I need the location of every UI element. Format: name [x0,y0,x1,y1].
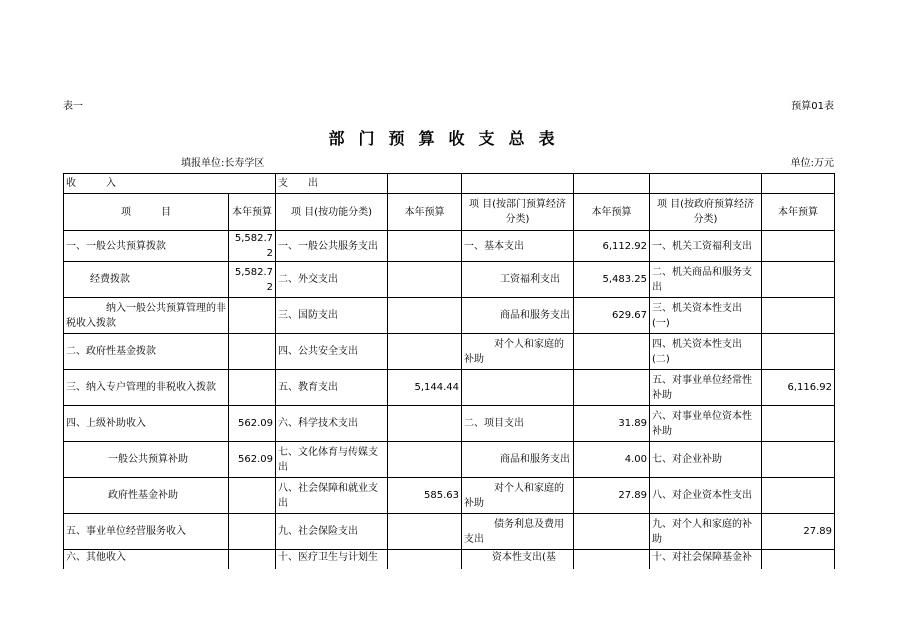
functional-item: 九、社会保险支出 [276,514,388,550]
dept-econ-item: 债务利息及费用支出 [462,514,574,550]
table-row [64,478,835,514]
dept-econ-item: 二、项目支出 [462,406,574,442]
dept-econ-item: 资本性支出(基 [462,550,574,569]
dept-econ-amount: 4.00 [574,442,650,478]
gov-econ-amount [762,406,835,442]
functional-amount [388,442,462,478]
functional-item: 一、一般公共服务支出 [276,231,388,262]
empty-cell [650,174,762,194]
table-row [64,262,835,298]
table-row [64,550,835,569]
income-item: 六、其他收入 [64,550,229,569]
gov-econ-amount [762,478,835,514]
gov-econ-item: 八、对企业资本性支出 [650,478,762,514]
functional-amount [388,231,462,262]
functional-amount [388,550,462,569]
income-item: 政府性基金补助 [64,478,229,514]
income-amount: 5,582.72 [229,231,276,262]
gov-econ-item: 七、对企业补助 [650,442,762,478]
functional-amount [388,406,462,442]
dept-econ-amount [574,334,650,370]
dept-econ-amount [574,550,650,569]
gov-econ-item: 三、机关资本性支出(一) [650,298,762,334]
dept-econ-amount: 629.67 [574,298,650,334]
functional-item: 二、外交支出 [276,262,388,298]
column-header-budget: 本年预算 [574,194,650,231]
empty-cell [462,174,574,194]
unit-measure: 单位:万元 [790,158,834,169]
functional-item: 四、公共安全支出 [276,334,388,370]
table-row [64,231,835,262]
income-item: 经费拨款 [64,262,229,298]
income-amount [229,370,276,406]
column-header-functional-class: 项 目(按功能分类) [276,194,388,231]
dept-econ-item: 一、基本支出 [462,231,574,262]
dept-econ-item: 商品和服务支出 [462,298,574,334]
dept-econ-item: 商品和服务支出 [462,442,574,478]
gov-econ-amount [762,231,835,262]
column-header-item: 项 目 [64,194,229,231]
gov-econ-item: 二、机关商品和服务支出 [650,262,762,298]
budget-form-code: 预算01表 [791,101,834,112]
budget-summary-table [63,173,835,569]
reporting-unit: 填报单位:长寿学区 [181,158,265,169]
gov-econ-amount: 6,116.92 [762,370,835,406]
gov-econ-item: 九、对个人和家庭的补助 [650,514,762,550]
dept-econ-amount: 27.89 [574,478,650,514]
functional-item: 八、社会保障和就业支出 [276,478,388,514]
functional-amount: 585.63 [388,478,462,514]
functional-item: 七、文化体育与传媒支出 [276,442,388,478]
functional-item: 三、国防支出 [276,298,388,334]
income-item: 一、一般公共预算拨款 [64,231,229,262]
column-header-budget: 本年预算 [388,194,462,231]
income-amount [229,514,276,550]
income-amount [229,334,276,370]
income-amount [229,298,276,334]
income-item: 一般公共预算补助 [64,442,229,478]
table-row [64,298,835,334]
dept-econ-item: 对个人和家庭的补助 [462,334,574,370]
gov-econ-item: 六、对事业单位资本性补助 [650,406,762,442]
income-item: 纳入一般公共预算管理的非税收入拨款 [64,298,229,334]
column-header-row [64,194,835,231]
dept-econ-amount: 6,112.92 [574,231,650,262]
section-header-row [64,174,835,194]
dept-econ-amount: 5,483.25 [574,262,650,298]
gov-econ-item: 四、机关资本性支出(二) [650,334,762,370]
dept-econ-amount: 31.89 [574,406,650,442]
table-number-label: 表一 [63,101,83,112]
functional-amount: 5,144.44 [388,370,462,406]
income-amount [229,550,276,569]
column-header-budget: 本年预算 [762,194,835,231]
income-amount: 5,582.72 [229,262,276,298]
gov-econ-amount [762,298,835,334]
table-row [64,370,835,406]
functional-amount [388,514,462,550]
dept-econ-amount [574,370,650,406]
gov-econ-item: 一、机关工资福利支出 [650,231,762,262]
empty-cell [388,174,462,194]
empty-cell [574,174,650,194]
income-item: 四、上级补助收入 [64,406,229,442]
functional-item: 六、科学技术支出 [276,406,388,442]
gov-econ-item: 五、对事业单位经常性补助 [650,370,762,406]
income-amount: 562.09 [229,442,276,478]
functional-amount [388,262,462,298]
functional-item: 五、教育支出 [276,370,388,406]
gov-econ-amount [762,262,835,298]
dept-econ-amount [574,514,650,550]
functional-amount [388,298,462,334]
functional-item: 十、医疗卫生与计划生 [276,550,388,569]
expense-section-header: 支 出 [276,174,388,194]
gov-econ-amount [762,550,835,569]
table-row [64,442,835,478]
page-title: 部门预算收支总表 [328,129,569,148]
gov-econ-amount [762,442,835,478]
gov-econ-amount: 27.89 [762,514,835,550]
dept-econ-item: 工资福利支出 [462,262,574,298]
income-item: 三、纳入专户管理的非税收入拨款 [64,370,229,406]
column-header-dept-econ-class: 项 目(按部门预算经济分类) [462,194,574,231]
table-row [64,514,835,550]
empty-cell [762,174,835,194]
income-item: 二、政府性基金拨款 [64,334,229,370]
column-header-gov-econ-class: 项 目(按政府预算经济分类) [650,194,762,231]
income-section-header: 收 入 [64,174,276,194]
dept-econ-item [462,370,574,406]
dept-econ-item: 对个人和家庭的补助 [462,478,574,514]
table-row [64,406,835,442]
gov-econ-amount [762,334,835,370]
income-item: 五、事业单位经营服务收入 [64,514,229,550]
table-row [64,334,835,370]
column-header-budget: 本年预算 [229,194,276,231]
functional-amount [388,334,462,370]
gov-econ-item: 十、对社会保障基金补 [650,550,762,569]
income-amount: 562.09 [229,406,276,442]
income-amount [229,478,276,514]
